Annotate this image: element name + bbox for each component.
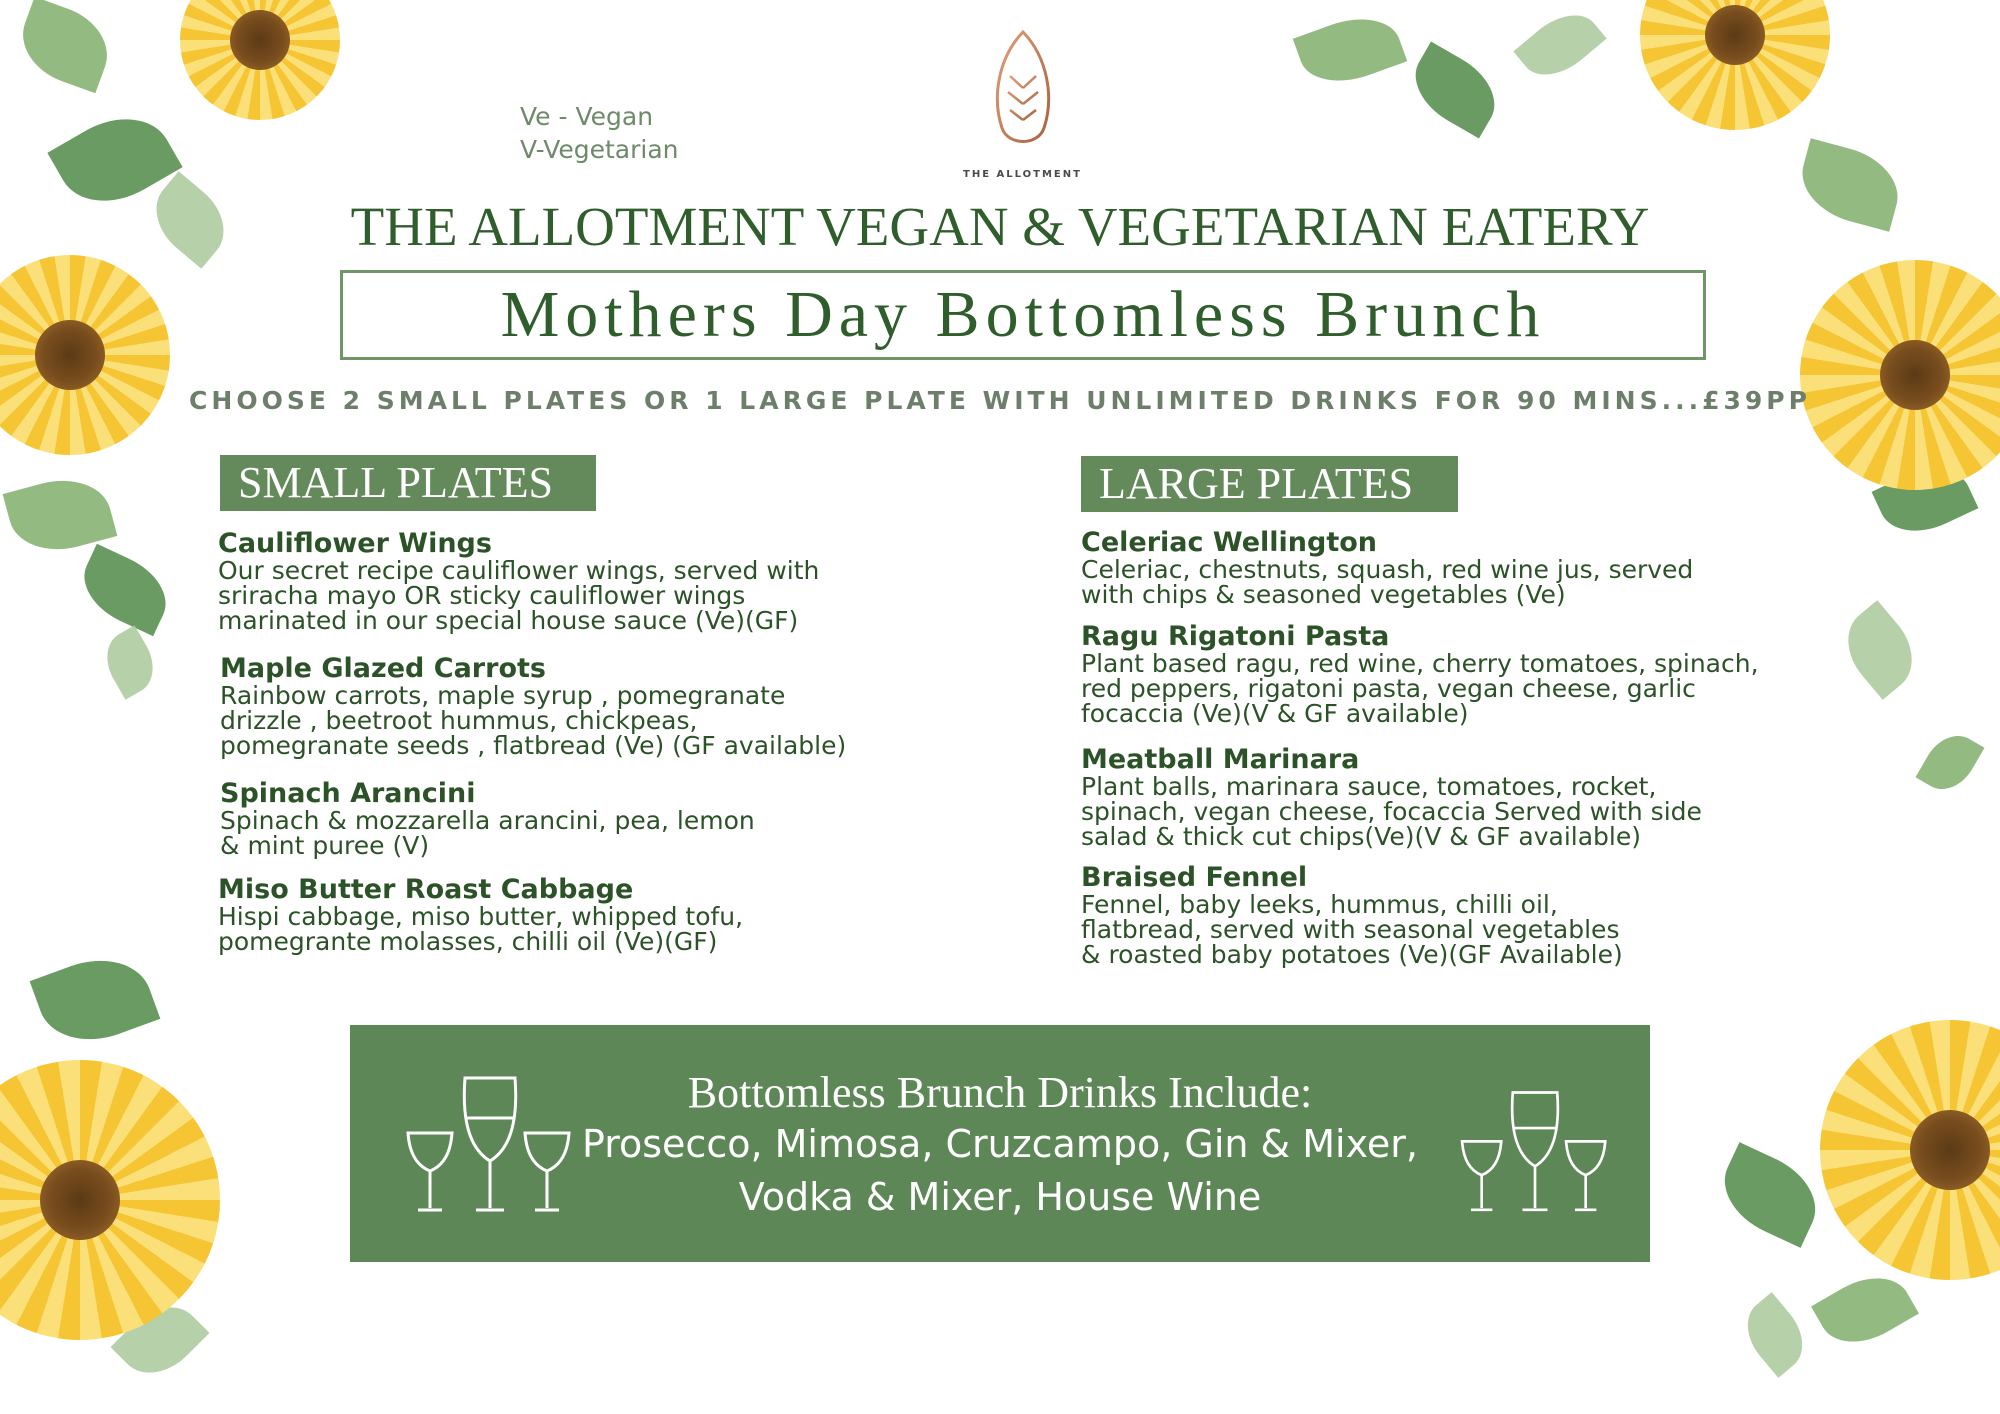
item-name: Braised Fennel [1081,862,1308,893]
drinks-line-2: Vodka & Mixer, House Wine [738,1175,1262,1219]
item-description: Our secret recipe cauliflower wings, served with sriracha mayo OR sticky cauliflower wings marinated in our special house sauce (Ve)(GF) [218,556,820,635]
item-description: Plant balls, marinara sauce, tomatoes, rocket, spinach, vegan cheese, focaccia Served with side salad & thick cut chips(Ve)(V & GF available) [1081,772,1702,851]
item-name: Meatball Marinara [1081,744,1360,775]
item-name: Cauliflower Wings [218,528,492,559]
leaf-tree-icon [988,28,1058,163]
menu-item [220,655,846,758]
item-name: Spinach Arancini [220,778,476,809]
menu-item [1081,746,1702,849]
item-description: Hispi cabbage, miso butter, whipped tofu, pomegrante molasses, chilli oil (Ve)(GF) [218,902,744,956]
page-title: THE ALLOTMENT VEGAN & VEGETARIAN EATERY [350,196,1650,257]
item-description: Celeriac, chestnuts, squash, red wine jus, served with chips & seasoned vegetables (Ve) [1081,555,1694,609]
small-plates-heading: SMALL PLATES [220,455,596,511]
legend-vegetarian: V-Vegetarian [520,135,679,164]
drinks-title: Bottomless Brunch Drinks Include: [687,1068,1313,1117]
item-name: Maple Glazed Carrots [220,653,546,684]
menu-item [1081,623,1759,726]
drinks-line-1: Prosecco, Mimosa, Cruzcampo, Gin & Mixer, [581,1122,1419,1166]
wine-glasses-icon [1455,1085,1615,1220]
menu-item [1081,529,1693,607]
dietary-legend [520,100,679,166]
item-name: Miso Butter Roast Cabbage [218,874,634,905]
drinks-panel [350,1025,1650,1262]
large-plates-heading: LARGE PLATES [1081,456,1458,512]
item-name: Celeriac Wellington [1081,527,1378,558]
legend-vegan: Ve - Vegan [520,102,654,131]
item-name: Ragu Rigatoni Pasta [1081,621,1390,652]
item-description: Plant based ragu, red wine, cherry tomatoes, spinach, red peppers, rigatoni pasta, vegan cheese, garlic focaccia (Ve)(V & GF available) [1081,649,1759,728]
menu-item [218,876,743,954]
logo-text: THE ALLOTMENT [963,169,1082,180]
offer-text: CHOOSE 2 SMALL PLATES OR 1 LARGE PLATE WITH UNLIMITED DRINKS FOR 90 MINS...£39PP [189,386,1811,415]
menu-item [1081,864,1623,967]
subtitle-box [340,270,1706,360]
menu-item [218,530,819,633]
page-subtitle: Mothers Day Bottomless Brunch [500,278,1546,351]
item-description: Rainbow carrots, maple syrup , pomegranate drizzle , beetroot hummus, chickpeas, pomegranate seeds , flatbread (Ve) (GF available) [220,681,847,760]
menu-item [220,780,755,858]
item-description: Fennel, baby leeks, hummus, chilli oil, flatbread, served with seasonal vegetables & roasted baby potatoes (Ve)(GF Available) [1081,890,1623,969]
allotment-logo [950,28,1095,188]
item-description: Spinach & mozzarella arancini, pea, lemon & mint puree (V) [220,806,755,860]
